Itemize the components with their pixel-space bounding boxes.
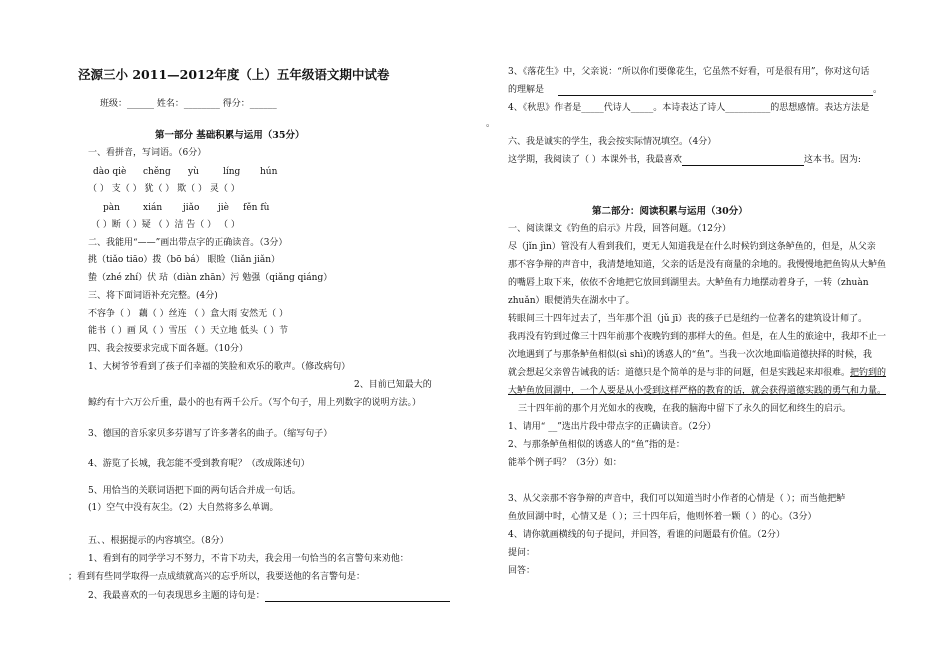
q3-line-b: 能书（ ）画 风（ ）雪压 （ ）天立地 低头（ ）节 [88,326,289,336]
q5-item-2-label: 2、我最喜欢的一句表现思乡主题的诗句是： [88,591,265,601]
answer-label: 回答： [508,566,536,576]
pinyin: jiǎo [183,203,200,213]
passage-line: 的嘴唇上取下来，依依不舍地把它放回到湖里去。大鲈鱼有力地摆动着身子，一转（zhuàn [508,278,869,288]
reading-q4: 4、请你就画横线的句子提问，并回答，看谁的问题最有价值。（2分） [508,530,785,540]
underlined-sentence: 把钓到的 [850,368,887,378]
student-info-line: 班级：______ 姓名：________ 得分：______ [100,99,277,109]
underlined-sentence: 大鲈鱼放回湖中，一个人要是从小受到这样严格的教育的话，就会获得道德实践的勇气和力量。 [508,386,887,396]
q5-item-1a: 1、看到有的同学学习不努力，不肯下功夫，我会用一句恰当的名言警句来劝他： [88,554,409,564]
reading-q1: 1、请用“ __”选出片段中带点字的正确读音。（2分） [508,422,717,432]
pinyin: fěn fù [243,203,270,213]
q4-item-2b: 鲸约有十六万公斤重，最小的也有两千公斤。（写个句子，用上列数字的说明方法。） [88,398,422,408]
ask-label: 提问： [508,548,536,558]
pinyin: líng [223,167,241,177]
passage-line: 尽（jǐn jìn）管没有人看到我们，更无人知道我是在什么时候钓到这条鲈鱼的，但是，从父亲 [508,242,876,252]
q4-heading: 四、我会按要求完成下面各题。（10分） [88,344,248,354]
passage-line: 转眼间三十四年过去了，当年那个沮（jǔ jī）丧的孩子已是纽约一位著名的建筑设计师了。 [508,314,868,324]
r-q3-label: 的理解是 [508,85,545,95]
q4-item-3: 3、德国的音乐家贝多芬谱写了许多著名的曲子。（缩写句子） [88,429,333,439]
answer-blank[interactable] [265,592,450,602]
exam-title: 泾源三小 2011—2012年度（上）五年级语文期中试卷 [78,67,390,82]
q4-item-1: 1、大树爷爷看到了孩子们幸福的笑脸和欢乐的歌声。（修改病句） [88,362,351,372]
reading-q-heading: 一、阅读课文《钓鱼的启示》片段，回答问题。（12分） [508,224,731,234]
reading-q2: 2、与那条鲈鱼相似的诱惑人的“鱼”指的是： [508,440,685,450]
book-name-blank[interactable] [682,156,804,166]
q3-heading: 三、将下面词语补充完整。(4分) [88,291,218,301]
part1-heading: 第一部分 基础积累与运用（35分） [155,130,305,141]
pinyin: chěng [143,167,171,177]
q2-heading: 二、我能用“——”画出带点字的正确读音。（3分） [88,238,288,248]
q6-label: 这学期，我阅读了（ ）本课外书，我最喜欢 [508,155,682,165]
q5-item-1b: ；看到有些同学取得一点成绩就高兴的忘乎所以，我要送他的名言警句是： [68,572,366,582]
pinyin: pàn [103,203,120,213]
q3-line-a: 不容争（ ） 藕（ ）丝连 （ ）盒大雨 安然无（ ） [88,309,289,319]
passage-line: 我再没有钓到过像三十四年前那个夜晚钓到的那样大的鱼。但是，在人生的旅途中，我却不止一 [508,332,887,342]
q4-item-2a: 2、目前已知最大的 [354,380,432,390]
pinyin: yù [188,167,199,177]
passage-line: zhuǎn）眼便消失在湖水中了。 [508,296,635,306]
passage-line: 次地遇到了与那条鲈鱼相似(sì shì)的诱惑人的“鱼”。当我一次次地面临道德抉择的时候，我 [508,350,872,360]
r-q3-line-a: 3、《落花生》中，父亲说：“所以你们要像花生，它虽然不好看，可是很有用”，你对这句话 [508,67,870,77]
reading-q2b: 能举个例子吗？（3分）如： [508,458,622,468]
q2-line-b: 蛰（zhé zhí）伏 玷（diàn zhān）污 勉强（qiǎng qiáng） [88,273,333,283]
pinyin: hún [260,167,278,177]
part2-heading: 第二部分：阅读积累与运用（30分） [592,206,748,217]
passage-line: 三十四年前的那个月光如水的夜晚，在我的脑海中留下了永久的回忆和终生的启示。 [518,404,852,414]
reading-q3a: 3、从父亲那不容争辩的声音中，我们可以知道当时小作者的心情是（ ）；而当他把鲈 [508,494,846,504]
r-q4-line: 4、《秋思》作者是_____代诗人_____。本诗表达了诗人__________的思想感情。表达方法是 [508,103,870,113]
passage-text: 就会想起父亲曾告诫我的话：道德只是个简单的是与非的问题，但是实践起来却很难。 [508,368,851,378]
pinyin: xián [143,203,163,213]
q6-line [508,154,861,166]
passage-line [508,367,886,379]
q5-heading: 五、、根据提示的内容填空。（8分） [88,536,229,546]
passage-line: 那不容争辩的声音中，我清楚地知道，父亲的话是没有商量的余地的。我慢慢地把鱼钩从大鲈鱼 [508,260,887,270]
blank-row-2: （ ）断（ ）疑 （ ）洁 告（ ） （ ） [91,220,240,230]
q5-item-2 [88,590,450,602]
pinyin: dào qiè [93,167,127,177]
q4-item-4: 4、游览了长城，我怎能不受到教育呢？（改成陈述句） [88,459,310,469]
r-q4-end: 。 [486,119,496,129]
q6-label-2: 这本书。因为: [803,155,861,165]
q6-heading: 六、我是诚实的学生，我会按实际情况填空。（4分） [508,137,717,147]
pinyin: jiè [218,203,229,213]
answer-blank[interactable] [558,86,873,96]
q2-line-a: 挑（tiǎo tiāo）拨（bō bá） 眼睑（liǎn jiǎn） [88,255,281,265]
reading-q3b: 鱼放回湖中时，心情又是（ ）；三十四年后，他则怀着一颗（ ）的心。（3分） [508,512,817,522]
q4-item-5a: (1）空气中没有灰尘。（2）大自然将多么单调。 [88,503,279,513]
q1-heading: 一、看拼音，写词语。（6分） [88,148,207,158]
blank-row-1: （ ） 支（ ） 犹（ ） 欺（ ） 灵（ ） [88,184,240,194]
r-q3-line-b: 的理解是 。 [508,85,883,95]
q4-item-5: 5、用恰当的关联词语把下面的两句话合并成一句话。 [88,486,301,496]
